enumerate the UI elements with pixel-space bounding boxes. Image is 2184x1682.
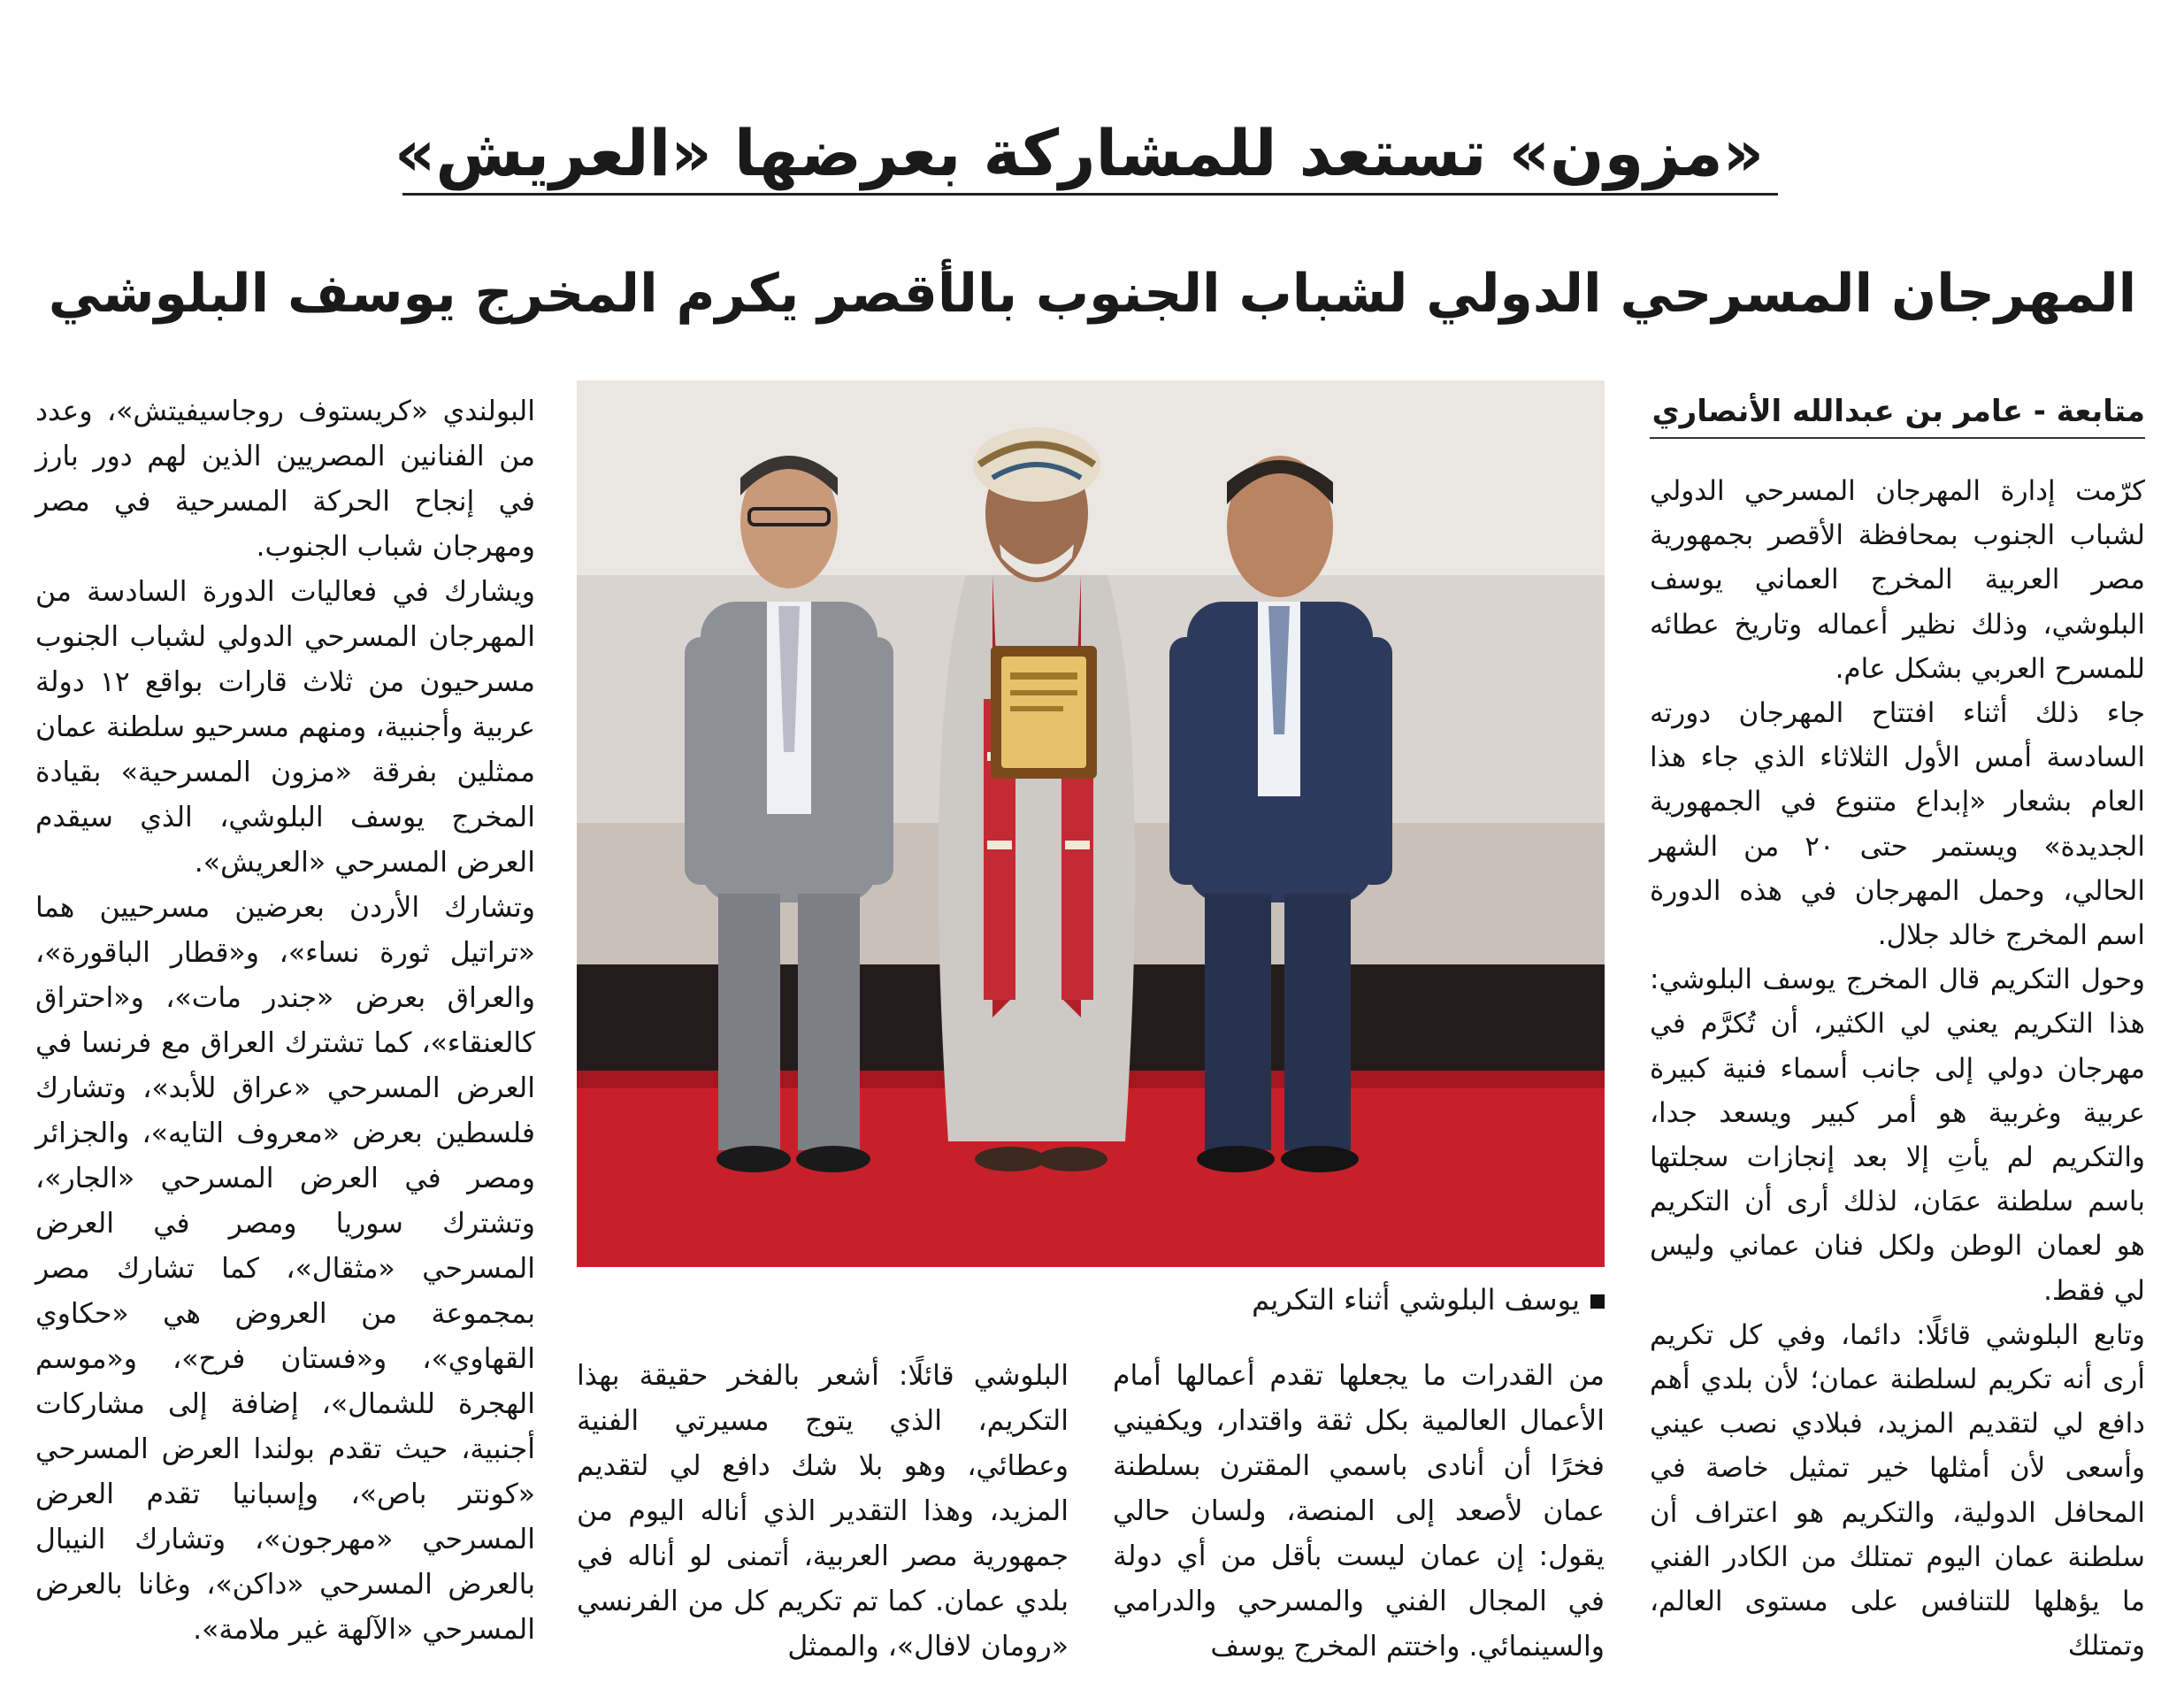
article-column-left — [35, 389, 535, 1653]
paragraph: كرّمت إدارة المهرجان المسرحي الدولي لشباب الجنوب بمحافظة الأقصر بجمهورية مصر العربية المخرج العماني يوسف البلوشي، وذلك نظير أعماله وتاريخ عطائه للمسرح العربي بشكل عام. — [1650, 475, 2145, 685]
kicker-headline: «مزون» تستعد للمشاركة بعرضها «العريش» — [394, 116, 1765, 190]
article-column-middle-right — [1113, 1354, 1605, 1670]
paragraph: البلوشي قائلًا: أشعر بالفخر حقيقة بهذا التكريم، الذي يتوج مسيرتي الفنية وعطائي، وهو بلا شك دافع لي لتقديم المزيد، وهذا التقدير الذي أناله اليوم من جمهورية مصر العربية، أتمنى لو أناله في بلدي عمان. كما تم تكريم كل من الفرنسي «رومان لافال»، والممثل — [577, 1360, 1069, 1663]
photo-illustration — [577, 380, 1605, 1267]
article-column-middle-left — [577, 1354, 1069, 1670]
paragraph: ويشارك في فعاليات الدورة السادسة من المهرجان المسرحي الدولي لشباب الجنوب مسرحيون من ثلاث قارات بواقع ١٢ دولة عربية وأجنبية، ومنهم مسرحيو سلطنة عمان ممثلين بفرقة «مزون المسرحية» بقيادة المخرج يوسف البلوشي، الذي سيقدم العرض المسرحي «العريش». — [35, 576, 535, 879]
main-headline: المهرجان المسرحي الدولي لشباب الجنوب بالأقصر يكرم المخرج يوسف البلوشي — [48, 263, 2137, 325]
paragraph: وتشارك الأردن بعرضين مسرحيين هما «تراتيل ثورة نساء»، و«قطار الباقورة»، والعراق بعرض «جندر مات»، و«احتراق كالعنقاء»، كما تشترك العراق مع فرنسا في العرض المسرحي «عراق للأبد»، وتشارك فلسطين بعرض «معروف التايه»، والجزائر ومصر في العرض المسرحي «الجار»، وتشترك سوريا ومصر في العرض المسرحي «مثقال»، كما تشارك مصر بمجموعة من العروض هي «حكاوي القهاوي»، و«فستان فرح»، و«موسم الهجرة للشمال»، إضافة إلى مشاركات أجنبية، حيث تقدم بولندا العرض المسرحي «كونتر باص»، وإسبانيا تقدم العرض المسرحي «مهرجون»، وتشارك النيبال بالعرض المسرحي «داكن»، وغانا بالعرض المسرحي «الآلهة غير ملامة». — [35, 892, 535, 1646]
caption-bullet-icon — [1590, 1294, 1605, 1309]
paragraph: وتابع البلوشي قائلًا: دائما، وفي كل تكريم أرى أنه تكريم لسلطنة عمان؛ لأن بلدي أهم دافع لي لتقديم المزيد، فبلادي نصب عيني وأسعى لأن أمثلها خير تمثيل خاصة في المحافل الدولية، والتكريم هو اعتراف أن سلطنة عمان اليوم تمتلك من الكادر الفني ما يؤهلها للتنافس على مستوى العالم، وتمتلك — [1650, 1318, 2145, 1663]
paragraph: وحول التكريم قال المخرج يوسف البلوشي: هذا التكريم يعني لي الكثير، أن تُكرَّم في مهرجان دولي إلى جانب أسماء فنية كبيرة عربية وغربية هو أمر كبير ويسعد جدا، والتكريم لم يأتِ إلا بعد إنجازات سجلتها باسم سلطنة عمَان، لذلك أرى أن التكريم هو لعمان الوطن ولكل فنان عماني وليس لي فقط. — [1650, 964, 2145, 1307]
article-column-right — [1650, 469, 2145, 1668]
byline-divider — [1650, 437, 2145, 439]
paragraph: من القدرات ما يجعلها تقدم أعمالها أمام الأعمال العالمية بكل ثقة واقتدار، ويكفيني فخرًا أن أنادى باسمي المقترن بسلطنة عمان لأصعد إلى المنصة، ولسان حالي يقول: إن عمان ليست بأقل من أي دولة في المجال الفني والمسرحي والدرامي والسينمائي. واختتم المخرج يوسف — [1113, 1360, 1605, 1663]
photo-caption — [1061, 1278, 1605, 1322]
paragraph: جاء ذلك أثناء افتتاح المهرجان دورته السادسة أمس الأول الثلاثاء الذي جاء هذا العام بشعار «إبداع متنوع في الجمهورية الجديدة» ويستمر حتى ٢٠ من الشهر الحالي، وحمل المهرجان في هذه الدورة اسم المخرج خالد جلال. — [1650, 697, 2145, 952]
paragraph: البولندي «كريستوف روجاسيفيتش»، وعدد من الفنانين المصريين الذين لهم دور بارز في إنجاح الحركة المسرحية في مصر ومهرجان شباب الجنوب. — [35, 396, 535, 563]
award-photo — [577, 380, 1605, 1267]
photo-caption-text: يوسف البلوشي أثناء التكريم — [1252, 1283, 1580, 1317]
byline: متابعة - عامر بن عبدالله الأنصاري — [1651, 394, 2145, 429]
kicker-divider — [402, 193, 1778, 196]
